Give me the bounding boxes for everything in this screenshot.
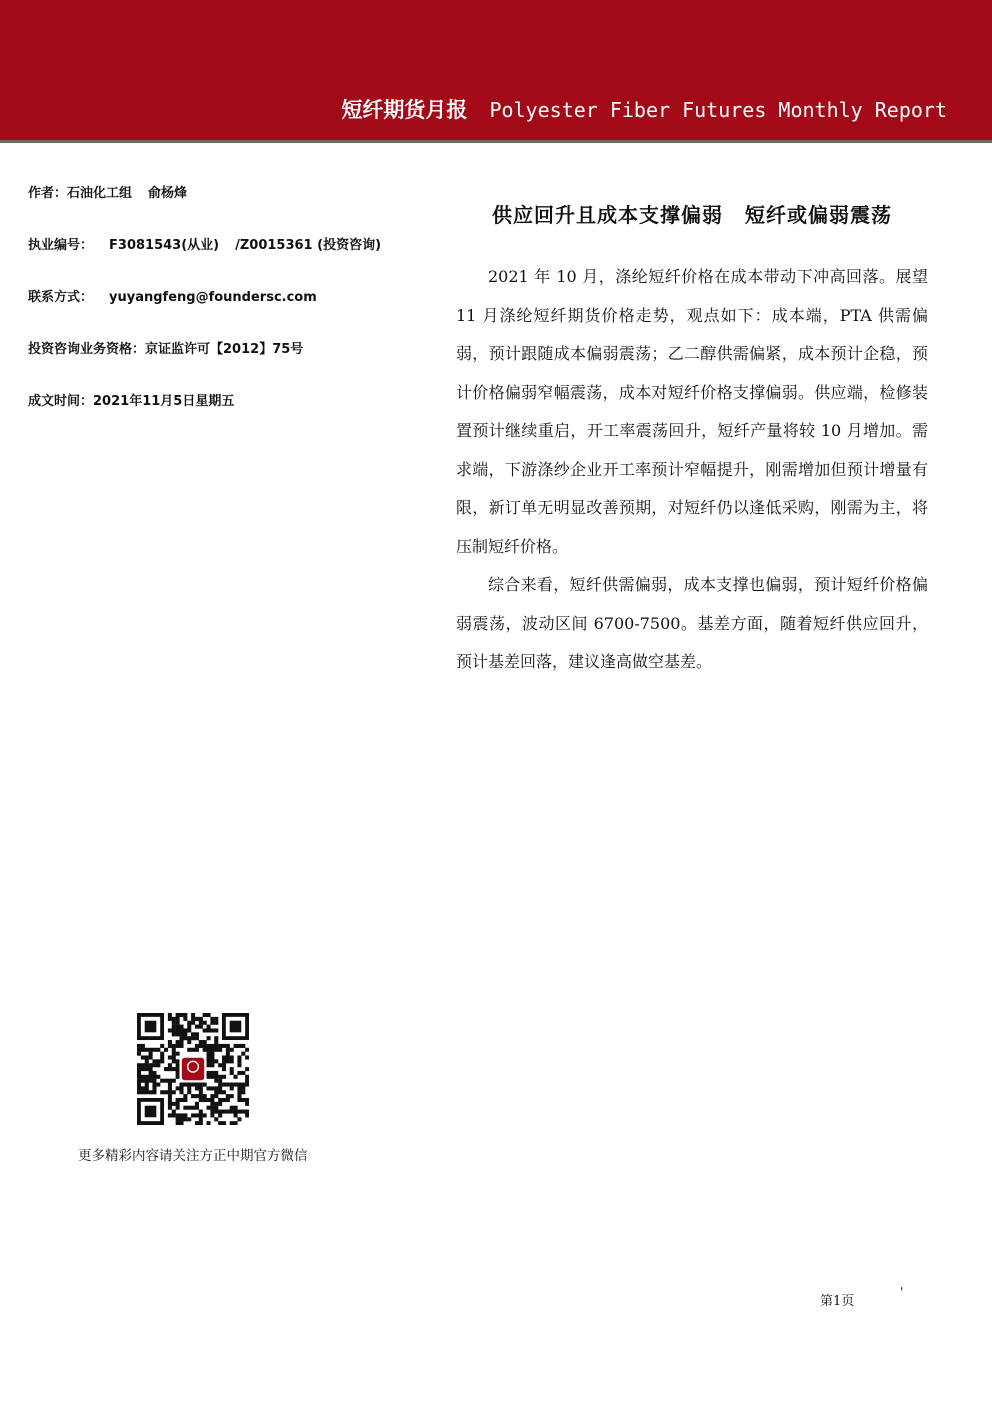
author-name: 俞杨烽 [148, 186, 188, 201]
license-row [28, 232, 448, 260]
license-label: 执业编号： [28, 238, 94, 253]
report-title-cn: 短纤期货月报 [341, 98, 468, 122]
date-row [28, 388, 448, 416]
license-value: F3081543(从业) [109, 238, 220, 253]
header-rule [0, 140, 992, 143]
corner-mark: ' [900, 1285, 904, 1299]
author-row [28, 180, 448, 208]
report-title [341, 94, 947, 127]
contact-label: 联系方式： [28, 290, 94, 305]
paragraph-summary: 综合来看，短纤供需偏弱，成本支撑也偏弱，预计短纤价格偏弱震荡，波动区间 6700-7500。基差方面，随着短纤供应回升，预计基差回落，建议逢高做空基差。 [456, 575, 928, 671]
article-body [456, 258, 928, 682]
report-meta [28, 180, 448, 440]
contact-row [28, 284, 448, 312]
qualification-label: 投资咨询业务资格： [28, 342, 146, 357]
article-title-part-1: 供应回升且成本支撑偏弱 [492, 203, 723, 227]
qr-code-icon [137, 1013, 249, 1125]
author-label: 作者： [28, 186, 68, 201]
article-title [456, 198, 928, 232]
date-value: 2021年11月5日星期五 [93, 394, 235, 409]
license-value-2: /Z0015361 (投资咨询) [235, 238, 382, 253]
qualification-value: 京证监许可【2012】75号 [145, 342, 304, 357]
report-title-en: Polyester Fiber Futures Monthly Report [489, 98, 947, 122]
author-group: 石油化工组 [67, 186, 133, 201]
wechat-qr-code [137, 1013, 249, 1125]
article-title-part-2: 短纤或偏弱震荡 [745, 203, 892, 227]
date-label: 成文时间： [28, 394, 94, 409]
contact-email[interactable]: yuyangfeng@foundersc.com [109, 290, 317, 305]
paragraph-outlook: 2021 年 10 月，涤纶短纤价格在成本带动下冲高回落。展望 11 月涤纶短纤期货价格走势，观点如下：成本端，PTA 供需偏弱，预计跟随成本偏弱震荡；乙二醇供需偏紧，成本预计企稳，预计价格偏弱窄幅震荡，成本对短纤价格支撑偏弱。供应端，检修装置预计继续重启，开工率震荡回升，短纤产量将较 10 月增加。需求端，下游涤纱企业开工率预计窄幅提升，刚需增加但预计增量有限，新订单无明显改善预期，对短纤仍以逢低采购，刚需为主，将压制短纤价格。 [456, 267, 928, 556]
qr-caption: 更多精彩内容请关注方正中期官方微信 [78, 1148, 308, 1164]
page-number: 第1页 [820, 1294, 855, 1309]
qualification-row [28, 336, 448, 364]
